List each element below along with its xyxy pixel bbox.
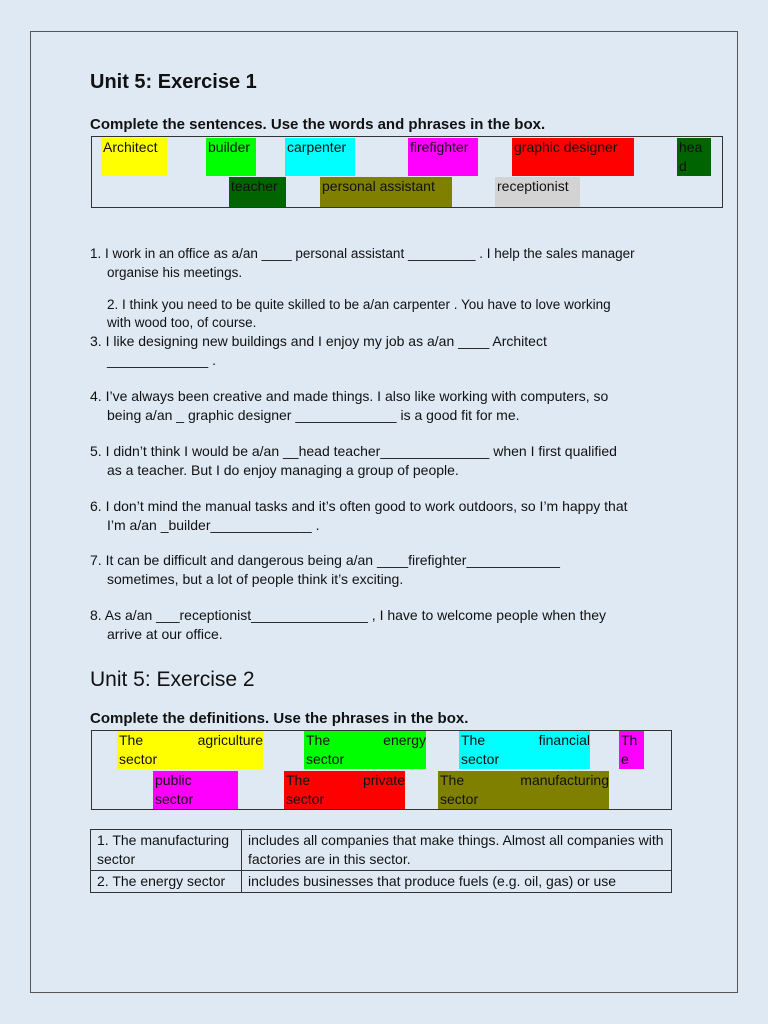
phrase-chip-financial (459, 731, 590, 769)
phrase-chip-private (284, 771, 405, 809)
exercise-2-phrase-box (91, 730, 672, 810)
phrase-chip-agriculture-line-1: The agriculture (119, 732, 263, 748)
word-chip-firefighter: firefighter (408, 138, 478, 176)
definitions-table (90, 829, 672, 893)
phrase-chip-manufacturing-line-2: sector (440, 791, 479, 807)
term-cell: 2. The energy sector (91, 871, 242, 893)
phrase-chip-public-line-1: public (155, 772, 192, 788)
phrase-chip-the-line-1: Th (621, 732, 638, 748)
exercise-1-instruction: Complete the sentences. Use the words and phrases in the box. (90, 116, 546, 133)
sentence-2-line-1: 2. I think you need to be quite skilled to be a/an carpenter . You have to love working (107, 297, 611, 312)
word-chip-teacher: teacher (229, 177, 286, 207)
phrase-chip-manufacturing (438, 771, 609, 809)
exercise-2-instruction: Complete the definitions. Use the phrases in the box. (90, 710, 469, 727)
phrase-chip-the (619, 731, 644, 769)
word-chip-receptionist: receptionist (495, 177, 580, 207)
sentence-8 (90, 606, 606, 644)
table-row (91, 871, 672, 893)
sentence-7-line-1: 7. It can be difficult and dangerous being a/an ____firefighter____________ (90, 552, 560, 568)
sentence-1 (90, 244, 635, 282)
sentence-4-line-1: 4. I’ve always been creative and made things. I also like working with computers, so (90, 388, 609, 404)
phrase-chip-energy (304, 731, 426, 769)
phrase-chip-public (153, 771, 238, 809)
sentence-6 (90, 497, 628, 535)
phrase-chip-energy-line-2: sector (306, 751, 345, 767)
sentence-2-line-2: with wood too, of course. (107, 315, 257, 330)
sentence-5 (90, 442, 617, 480)
sentence-6-line-1: 6. I don’t mind the manual tasks and it’s often good to work outdoors, so I’m happy that (90, 498, 628, 514)
phrase-chip-energy-line-1: The energy (306, 732, 426, 748)
table-row (91, 830, 672, 871)
phrase-chip-agriculture-line-2: sector (119, 751, 158, 767)
phrase-chip-public-line-2: sector (155, 791, 194, 807)
word-chip-builder: builder (206, 138, 256, 176)
word-chip-graphic-designer: graphic designer (512, 138, 634, 176)
sentence-3-line-2: _____________ . (107, 352, 216, 368)
sentence-7-line-2: sometimes, but a lot of people think it’s exciting. (107, 571, 404, 587)
word-chip-head: hea d (677, 138, 711, 176)
term-cell: 1. The manufacturing sector (91, 830, 242, 871)
sentence-5-line-1: 5. I didn’t think I would be a/an __head teacher______________ when I first qualified (90, 443, 617, 459)
sentence-3 (90, 332, 547, 370)
sentence-1-line-2: organise his meetings. (107, 265, 243, 280)
phrase-chip-manufacturing-line-1: The manufacturing (440, 772, 609, 788)
sentence-8-line-1: 8. As a/an ___receptionist_______________ , I have to welcome people when they (90, 607, 607, 623)
sentence-8-line-2: arrive at our office. (107, 626, 223, 642)
sentence-5-line-2: as a teacher. But I do enjoy managing a group of people. (107, 462, 459, 478)
word-chip-carpenter: carpenter (285, 138, 355, 176)
exercise-2-title: Unit 5: Exercise 2 (90, 668, 255, 691)
sentence-1-line-1: 1. I work in an office as a/an ____ personal assistant _________ . I help the sales manager (90, 246, 635, 261)
phrase-chip-private-line-1: The private (286, 772, 405, 788)
sentence-4-line-2: being a/an _ graphic designer _____________ is a good fit for me. (107, 407, 520, 423)
sentence-3-line-1: 3. I like designing new buildings and I enjoy my job as a/an ____ Architect (90, 333, 547, 349)
definition-cell: includes all companies that make things. Almost all companies with factories are in this sector. (242, 830, 672, 871)
phrase-chip-financial-line-2: sector (461, 751, 500, 767)
phrase-chip-private-line-2: sector (286, 791, 325, 807)
sentence-4 (90, 387, 608, 425)
phrase-chip-the-line-2: e (621, 751, 629, 767)
word-chip-architect: Architect (101, 138, 167, 176)
definition-cell: includes businesses that produce fuels (e.g. oil, gas) or use (242, 871, 672, 893)
exercise-1-word-box (91, 136, 723, 208)
exercise-1-title: Unit 5: Exercise 1 (90, 71, 257, 93)
sentence-2 (90, 296, 611, 332)
sentence-6-line-2: I’m a/an _builder_____________ . (107, 517, 320, 533)
phrase-chip-financial-line-1: The financial (461, 732, 590, 748)
sentence-7 (90, 551, 560, 589)
word-chip-personal-assistant: personal assistant (320, 177, 452, 207)
phrase-chip-agriculture (117, 731, 263, 769)
